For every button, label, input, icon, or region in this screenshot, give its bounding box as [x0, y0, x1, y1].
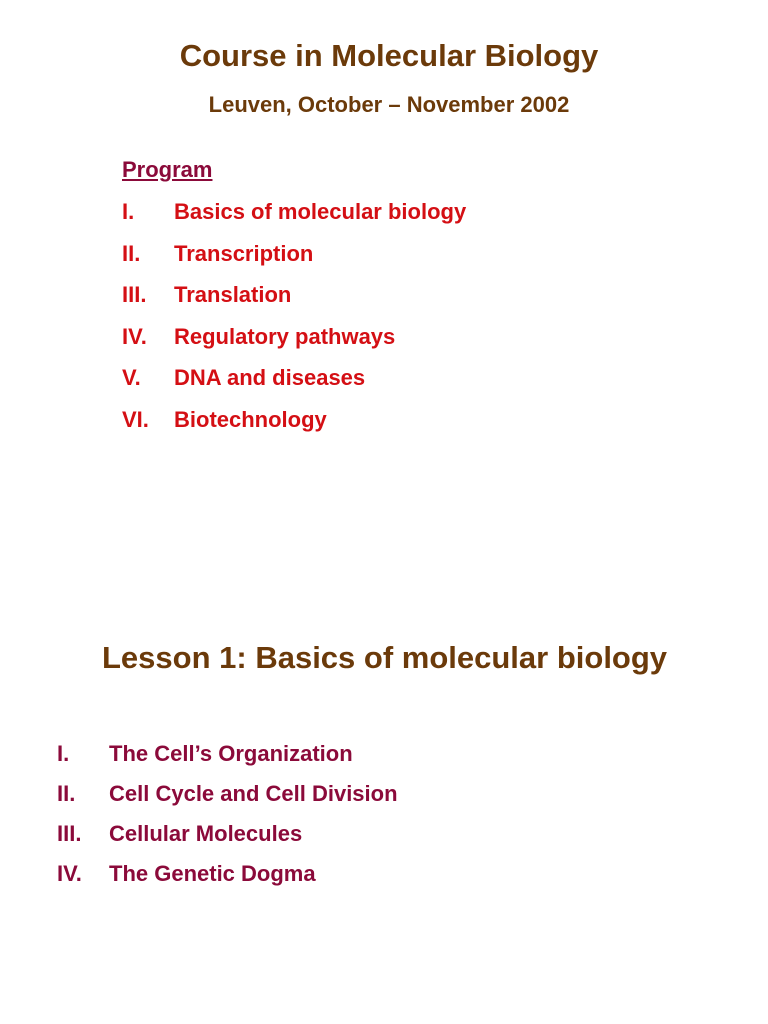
program-item [122, 241, 466, 283]
program-item-label: Basics of molecular biology [174, 199, 467, 224]
program-item [122, 199, 466, 241]
program-item-label: Regulatory pathways [174, 323, 396, 349]
course-title: Course in Molecular Biology [179, 38, 599, 73]
program-item-number: IV. [122, 323, 147, 349]
lesson-topic-label: The Cell’s Organization [109, 741, 353, 766]
program-item-number: VI. [122, 406, 149, 432]
program-item [122, 365, 466, 407]
program-list [122, 199, 466, 448]
program-item-number: II. [122, 240, 141, 266]
program-item-number: V. [122, 365, 141, 390]
program-item-label: DNA and diseases [174, 365, 366, 390]
lesson-topic-label: Cell Cycle and Cell Division [109, 781, 398, 806]
lesson-topic-list [57, 741, 398, 901]
program-heading: Program [122, 157, 213, 182]
lesson-topic-number: IV. [57, 861, 82, 886]
program-item [122, 407, 466, 449]
program-item-label: Translation [174, 282, 292, 307]
program-item-label: Biotechnology [174, 406, 327, 432]
lesson-topic-number: I. [57, 741, 70, 766]
program-item-number: III. [122, 282, 147, 307]
lesson-topic-label: The Genetic Dogma [109, 861, 316, 886]
lesson-topic-label: Cellular Molecules [109, 821, 303, 846]
program-item [122, 282, 466, 324]
lesson-title: Lesson 1: Basics of molecular biology [102, 640, 668, 675]
lesson-topic-number: II. [57, 781, 76, 806]
lesson-topic-item [57, 741, 398, 781]
lesson-topic-item [57, 781, 398, 821]
lesson-topic-item [57, 821, 398, 861]
lesson-topic-item [57, 861, 398, 901]
slide-lesson-1 [0, 512, 768, 1024]
program-item-number: I. [122, 199, 135, 224]
course-subtitle: Leuven, October – November 2002 [208, 92, 570, 117]
lesson-topic-number: III. [57, 821, 82, 846]
program-item-label: Transcription [174, 240, 314, 266]
program-item [122, 324, 466, 366]
